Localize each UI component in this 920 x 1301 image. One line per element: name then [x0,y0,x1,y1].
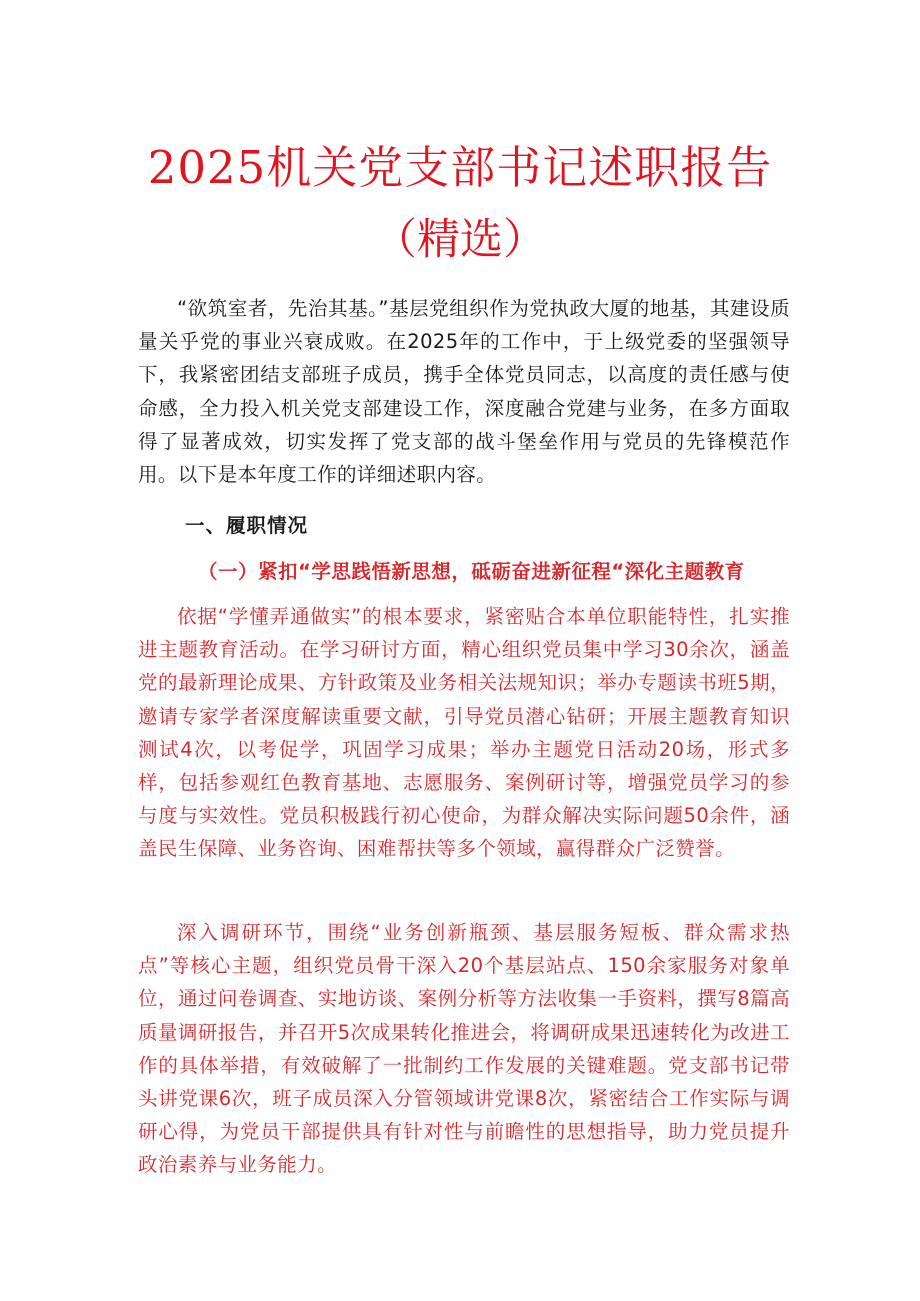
section-heading: 一、履职情况 [185,514,309,537]
document-subtitle: （精选） [374,215,546,265]
subsection-heading: （一）紧扣“学思践悟新思想，砥砺奋进新征程“深化主题教育 [198,560,745,583]
document-title: 2025机关党支部书记述职报告 [147,141,773,194]
body-paragraph-1: 依据“学懂弄通做实”的根本要求，紧密贴合本单位职能特性，扎实推进主题教育活动。在学习研讨方面，精心组织党员集中学习30余次，涵盖党的最新理论成果、方针政策及业务相关法规知识；举办专题读书班5期，邀请专家学者深度解读重要文献，引导党员潜心钻研；开展主题教育知识测试4次，以考促学，巩固学习成果；举办主题党日活动20场，形式多样，包括参观红色教育基地、志愿服务、案例研讨等，增强党员学习的参与度与实效性。党员积极践行初心使命，为群众解决实际问题50余件，涵盖民生保障、业务咨询、困难帮扶等多个领域，赢得群众广泛赞誉。 [138,605,790,861]
body-paragraph-2: 深入调研环节，围绕“业务创新瓶颈、基层服务短板、群众需求热点”等核心主题，组织党员骨干深入20个基层站点、150余家服务对象单位，通过问卷调查、实地访谈、案例分析等方法收集一手资料，撰写8篇高质量调研报告，并召开5次成果转化推进会，将调研成果迅速转化为改进工作的具体举措，有效破解了一批制约工作发展的关键难题。党支部书记带头讲党课6次，班子成员深入分管领域讲党课8次，紧密结合工作实际与调研心得，为党员干部提供具有针对性与前瞻性的思想指导，助力党员提升政治素养与业务能力。 [138,921,790,1177]
intro-paragraph: “欲筑室者，先治其基。”基层党组织作为党执政大厦的地基，其建设质量关乎党的事业兴衰成败。在2025年的工作中，于上级党委的坚强领导下，我紧密团结支部班子成员，携手全体党员同志，以高度的责任感与使命感，全力投入机关党支部建设工作，深度融合党建与业务，在多方面取得了显著成效，切实发挥了党支部的战斗堡垒作用与党员的先锋模范作用。以下是本年度工作的详细述职内容。 [138,297,790,487]
